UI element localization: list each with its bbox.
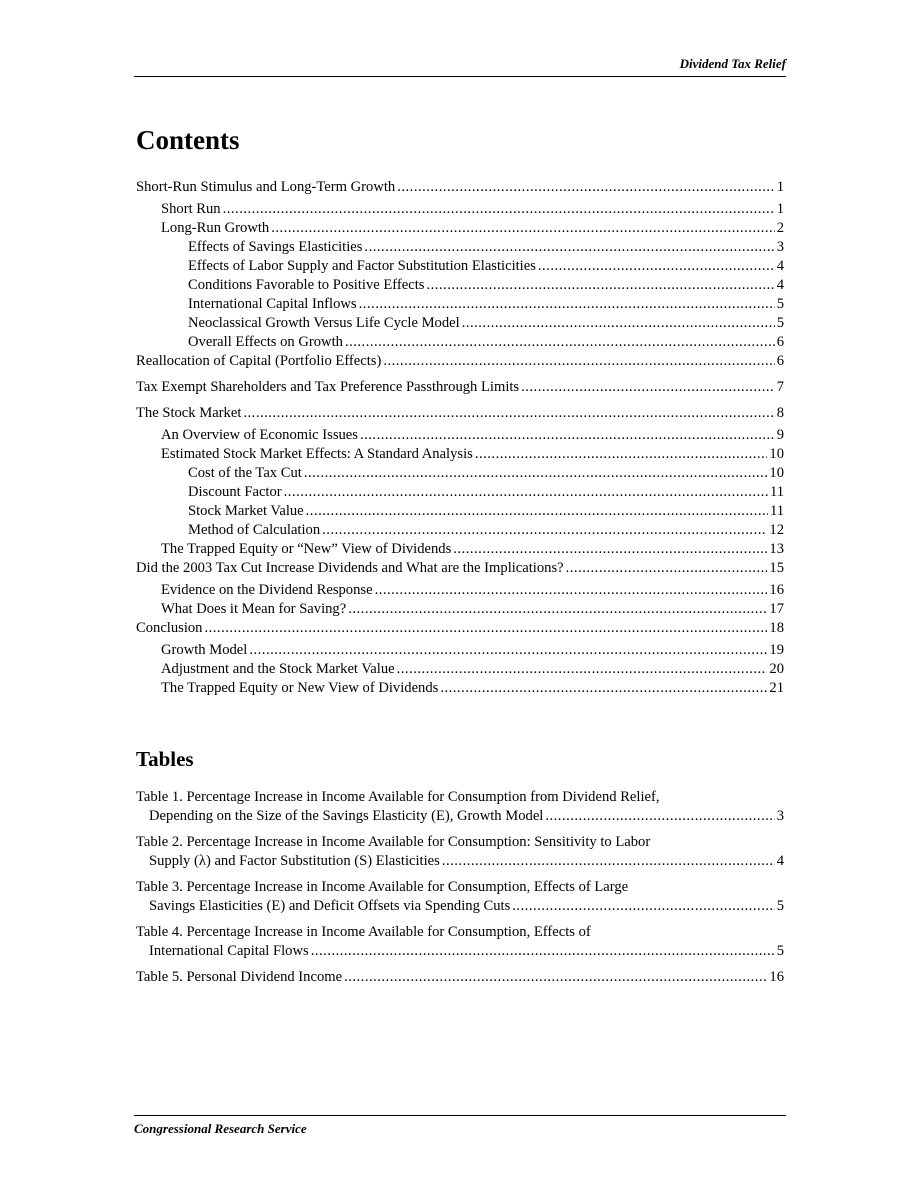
dot-leader: [512, 897, 774, 916]
toc-entry[interactable]: [136, 238, 784, 257]
dot-leader: [442, 852, 775, 871]
toc-entry-text: Effects of Savings Elasticities: [188, 239, 363, 255]
dot-leader: [360, 426, 775, 445]
toc-entry-text: Effects of Labor Supply and Factor Substitution Elasticities: [188, 258, 536, 274]
toc-entry-page: 4: [776, 277, 784, 293]
toc-entry-page: 10: [769, 446, 784, 462]
dot-leader: [304, 464, 768, 483]
list-of-tables: [136, 788, 784, 987]
toc-entry-text: Evidence on the Dividend Response: [161, 582, 373, 598]
dot-leader: [311, 942, 775, 961]
toc-entry-text: Discount Factor: [188, 484, 282, 500]
tables-title: Tables: [136, 747, 194, 771]
toc-entry-page: 12: [769, 522, 784, 538]
table-entry-continuation: Supply (λ) and Factor Substitution (S) Elasticities: [149, 853, 440, 869]
toc-entry-text: The Trapped Equity or New View of Dividends: [161, 680, 439, 696]
table-entry-continuation: International Capital Flows: [149, 943, 309, 959]
toc-entry-page: 18: [769, 620, 784, 636]
toc-entry-page: 6: [776, 334, 784, 350]
table-entry[interactable]: [136, 878, 784, 916]
toc-entry-page: 1: [776, 201, 784, 217]
toc-entry[interactable]: [136, 600, 784, 619]
table-entry-title: Table 4. Percentage Increase in Income Available for Consumption, Effects of: [136, 924, 591, 940]
dot-leader: [566, 559, 768, 578]
toc-entry-text: Tax Exempt Shareholders and Tax Preference Passthrough Limits: [136, 379, 520, 395]
toc-entry[interactable]: [136, 581, 784, 600]
toc-entry-text: The Stock Market: [136, 405, 242, 421]
toc-entry-page: 20: [769, 661, 784, 677]
table-entry-page: 5: [776, 898, 784, 914]
table-entry-page: 5: [776, 943, 784, 959]
toc-entry-text: Growth Model: [161, 642, 248, 658]
toc-entry[interactable]: [136, 445, 784, 464]
toc-entry-page: 17: [769, 601, 784, 617]
toc-entry-text: Did the 2003 Tax Cut Increase Dividends and What are the Implications?: [136, 560, 564, 576]
toc-entry-text: Short-Run Stimulus and Long-Term Growth: [136, 179, 396, 195]
toc-entry[interactable]: [136, 679, 784, 698]
table-of-contents: [136, 178, 784, 698]
toc-entry[interactable]: [136, 559, 784, 578]
toc-entry[interactable]: [136, 521, 784, 540]
toc-entry-text: Overall Effects on Growth: [188, 334, 343, 350]
toc-entry-page: 2: [776, 220, 784, 236]
dot-leader: [462, 314, 775, 333]
toc-entry[interactable]: [136, 619, 784, 638]
dot-leader: [364, 238, 774, 257]
table-entry-title: Table 5. Personal Dividend Income: [136, 969, 343, 985]
table-entry[interactable]: [136, 923, 784, 961]
toc-entry[interactable]: [136, 295, 784, 314]
toc-entry-text: Conclusion: [136, 620, 203, 636]
dot-leader: [397, 660, 768, 679]
table-entry-title: Table 1. Percentage Increase in Income Available for Consumption from Dividend Relief,: [136, 789, 660, 805]
toc-entry-text: Neoclassical Growth Versus Life Cycle Model: [188, 315, 460, 331]
toc-entry-text: International Capital Inflows: [188, 296, 357, 312]
table-entry-page: 3: [776, 808, 784, 824]
toc-entry[interactable]: [136, 483, 784, 502]
toc-entry[interactable]: [136, 257, 784, 276]
toc-entry[interactable]: [136, 219, 784, 238]
dot-leader: [375, 581, 768, 600]
toc-entry-page: 11: [769, 484, 784, 500]
toc-entry[interactable]: [136, 352, 784, 371]
dot-leader: [359, 295, 775, 314]
toc-entry-text: Cost of the Tax Cut: [188, 465, 302, 481]
dot-leader: [204, 619, 767, 638]
toc-entry-text: Adjustment and the Stock Market Value: [161, 661, 395, 677]
dot-leader: [344, 968, 767, 987]
dot-leader: [397, 178, 774, 197]
toc-entry-page: 5: [776, 296, 784, 312]
page-footer: Congressional Research Service: [134, 1115, 786, 1137]
toc-entry[interactable]: [136, 540, 784, 559]
toc-entry-page: 21: [769, 680, 784, 696]
dot-leader: [475, 445, 768, 464]
table-entry-page: 16: [769, 969, 784, 985]
running-header: Dividend Tax Relief: [134, 56, 786, 77]
toc-entry[interactable]: [136, 378, 784, 397]
toc-entry[interactable]: [136, 464, 784, 483]
contents-title: Contents: [136, 125, 240, 155]
toc-entry-text: Short Run: [161, 201, 221, 217]
toc-entry[interactable]: [136, 660, 784, 679]
dot-leader: [322, 521, 767, 540]
dot-leader: [538, 257, 775, 276]
toc-entry[interactable]: [136, 314, 784, 333]
toc-entry-text: What Does it Mean for Saving?: [161, 601, 347, 617]
toc-entry-page: 5: [776, 315, 784, 331]
toc-entry-page: 6: [776, 353, 784, 369]
dot-leader: [223, 200, 775, 219]
toc-entry-text: The Trapped Equity or “New” View of Dividends: [161, 541, 452, 557]
table-entry[interactable]: [136, 788, 784, 826]
toc-entry[interactable]: [136, 404, 784, 423]
dot-leader: [306, 502, 768, 521]
dot-leader: [284, 483, 768, 502]
toc-entry-page: 8: [776, 405, 784, 421]
toc-entry[interactable]: [136, 276, 784, 295]
toc-entry-page: 11: [769, 503, 784, 519]
toc-entry-page: 3: [776, 239, 784, 255]
table-entry-title: Table 3. Percentage Increase in Income Available for Consumption, Effects of Large: [136, 879, 629, 895]
toc-entry[interactable]: [136, 178, 784, 197]
toc-entry-page: 13: [769, 541, 784, 557]
toc-entry-page: 9: [776, 427, 784, 443]
dot-leader: [440, 679, 767, 698]
toc-entry-page: 4: [776, 258, 784, 274]
toc-entry[interactable]: [136, 641, 784, 660]
toc-entry-page: 15: [769, 560, 784, 576]
toc-entry[interactable]: [136, 333, 784, 352]
toc-entry-page: 16: [769, 582, 784, 598]
toc-entry-text: Conditions Favorable to Positive Effects: [188, 277, 425, 293]
dot-leader: [348, 600, 767, 619]
toc-entry-page: 1: [776, 179, 784, 195]
toc-entry-page: 10: [769, 465, 784, 481]
toc-entry-text: Reallocation of Capital (Portfolio Effects): [136, 353, 382, 369]
dot-leader: [521, 378, 775, 397]
dot-leader: [249, 641, 767, 660]
toc-entry-text: Method of Calculation: [188, 522, 321, 538]
toc-entry-text: An Overview of Economic Issues: [161, 427, 358, 443]
toc-entry-page: 7: [776, 379, 784, 395]
toc-entry-text: Stock Market Value: [188, 503, 304, 519]
dot-leader: [243, 404, 774, 423]
table-entry[interactable]: [136, 968, 784, 987]
table-entry-title: Table 2. Percentage Increase in Income Available for Consumption: Sensitivity to Labor: [136, 834, 651, 850]
table-entry[interactable]: [136, 833, 784, 871]
dot-leader: [453, 540, 767, 559]
dot-leader: [271, 219, 774, 238]
dot-leader: [545, 807, 774, 826]
dot-leader: [383, 352, 774, 371]
toc-entry-text: Estimated Stock Market Effects: A Standard Analysis: [161, 446, 473, 462]
toc-entry-page: 19: [769, 642, 784, 658]
dot-leader: [345, 333, 775, 352]
dot-leader: [426, 276, 774, 295]
toc-entry[interactable]: [136, 426, 784, 445]
toc-entry[interactable]: [136, 200, 784, 219]
table-entry-continuation: Savings Elasticities (E) and Deficit Offsets via Spending Cuts: [149, 898, 511, 914]
table-entry-continuation: Depending on the Size of the Savings Elasticity (E), Growth Model: [149, 808, 544, 824]
toc-entry[interactable]: [136, 502, 784, 521]
table-entry-page: 4: [776, 853, 784, 869]
toc-entry-text: Long-Run Growth: [161, 220, 270, 236]
